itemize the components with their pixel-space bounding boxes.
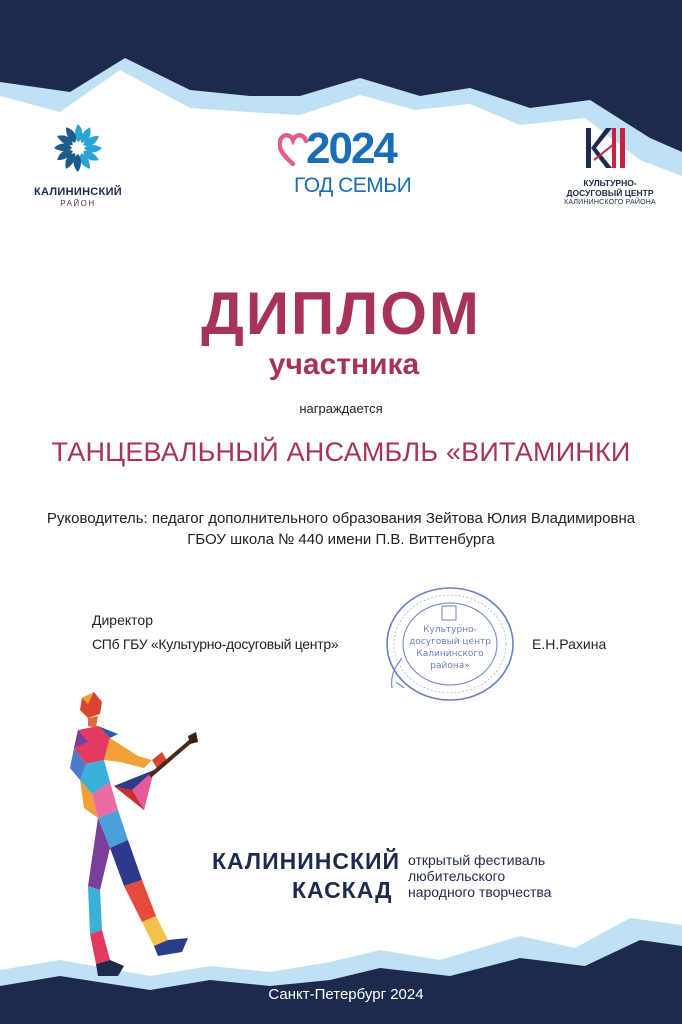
district-emblem-icon [52,122,104,174]
festival-desc-line1: открытый фестиваль [408,852,546,868]
leader-line: Руководитель: педагог дополнительного образования Зейтова Юлия Владимировна [46,510,636,527]
district-logo-name: КАЛИНИНСКИЙ [34,186,122,198]
awarded-label: награждается [299,401,383,416]
footer-city-year: Санкт-Петербург 2024 [268,986,424,1003]
director-name: Е.Н.Рахина [532,636,607,652]
school-line: ГБОУ школа № 440 имени П.В. Виттенбурга [187,531,495,548]
district-logo [28,122,128,208]
recipient-name: ТАНЦЕВАЛЬНЫЙ АНСАМБЛЬ «ВИТАМИНКИ [51,437,631,467]
year-of-family-year: 2024 [306,124,396,173]
festival-name-line2: КАСКАД [292,877,393,903]
festival-description [408,852,551,900]
diploma-subtitle: участника [268,348,420,381]
svg-text:Калининского: Калининского [416,649,484,659]
culture-center-line2: ДОСУГОВЫЙ ЦЕНТР [566,188,654,198]
culture-center-line1: КУЛЬТУРНО- [583,178,637,188]
festival-desc-line3: народного творчества [408,884,552,900]
balalaika-player-figure [58,690,228,990]
director-title: Директор [92,612,153,628]
leader-info [0,508,682,550]
district-logo-sub: РАЙОН [60,199,96,208]
culture-center-line3: КАЛИНИНСКОГО РАЙОНА [564,199,656,206]
culture-center-mark-icon [584,126,632,170]
festival-desc-line2: любительского [408,868,506,884]
svg-text:Культурно-: Культурно- [423,625,477,635]
svg-text:района»: района» [430,661,470,671]
official-stamp [378,584,516,704]
diploma-title: ДИПЛОМ [201,280,481,347]
heart-icon [278,132,308,166]
year-of-family-caption: ГОД СЕМЬИ [294,174,412,197]
director-organization: СПб ГБУ «Культурно-досуговый центр» [92,636,339,652]
culture-center-text [550,178,670,208]
svg-text:досуговый центр: досуговый центр [409,637,491,647]
festival-name-line1: КАЛИНИНСКИЙ [212,848,401,874]
